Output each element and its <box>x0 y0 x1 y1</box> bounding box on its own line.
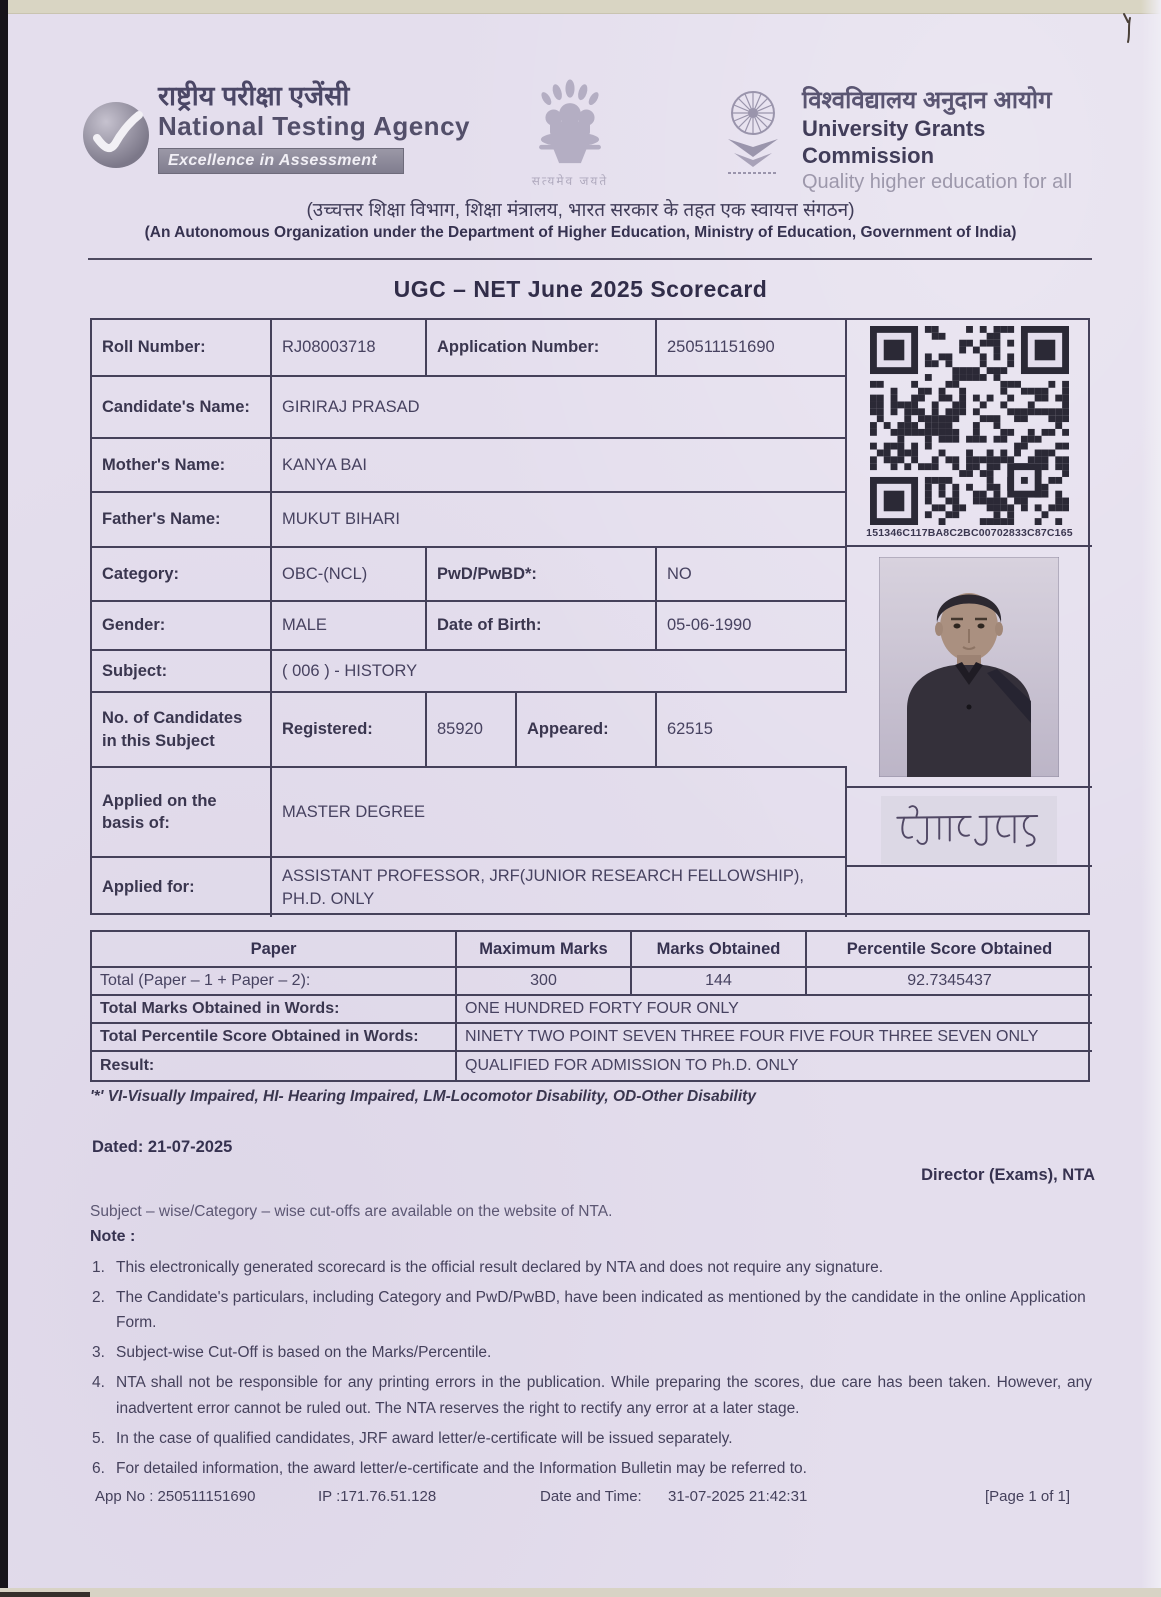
cutoff-info-line: Subject – wise/Category – wise cut-offs are available on the website of NTA. <box>90 1203 613 1220</box>
gender-label: Gender: <box>92 602 272 651</box>
nta-name-hindi: राष्ट्रीय परीक्षा एजेंसी <box>158 81 350 111</box>
note-item-1: 1. This electronically generated scorecard is the official result declared by NTA and does not require any signature. <box>92 1259 884 1276</box>
ugc-title-block <box>802 87 1102 194</box>
footer-datetime-label: Date and Time: <box>540 1488 642 1505</box>
notes-list <box>92 1255 1092 1486</box>
qr-code-value: 151346C117BA8C2BC00702833C87C165 <box>866 527 1073 539</box>
note-item-2: 2. The Candidate's particulars, including Category and PwD/PwBD, have been indicated as mentioned by the candidate in the online Application Form. <box>92 1289 1086 1332</box>
director-signatory: Director (Exams), NTA <box>921 1166 1095 1184</box>
scan-edge-bottom <box>0 1588 1161 1597</box>
registered-value: 85920 <box>427 693 517 766</box>
subject-label: Subject: <box>92 651 272 693</box>
result-label: Result: <box>92 1052 457 1080</box>
applied-basis-label: Applied on the basis of: <box>92 768 272 858</box>
total-percentile: 92.7345437 <box>807 968 1092 996</box>
nta-logo-icon <box>83 102 149 168</box>
ugc-name-hindi: विश्वविद्यालय अनुदान आयोग <box>802 87 1052 114</box>
percentile-words-value: NINETY TWO POINT SEVEN THREE FOUR FIVE FOUR THREE SEVEN ONLY <box>457 1024 1092 1052</box>
ugc-logo-icon <box>720 87 790 182</box>
application-number-value: 250511151690 <box>657 320 847 377</box>
ugc-name-english: University Grants Commission <box>802 115 986 169</box>
scan-edge-bottom-dark <box>0 1592 90 1597</box>
footer-app-no: App No : 250511151690 <box>95 1488 256 1505</box>
note-heading: Note : <box>90 1228 136 1245</box>
father-name-value: MUKUT BIHARI <box>272 493 847 548</box>
col-header-paper: Paper <box>92 932 457 968</box>
ashoka-emblem-icon <box>510 74 630 189</box>
gender-value: MALE <box>272 602 427 651</box>
org-line-hindi: (उच्चत्तर शिक्षा विभाग, शिक्षा मंत्रालय, भारत सरकार के तहत एक स्वायत्त संगठन) <box>306 200 855 221</box>
applied-for-value: ASSISTANT PROFESSOR, JRF(JUNIOR RESEARCH FELLOWSHIP), PH.D. ONLY <box>272 858 847 917</box>
right-col-divider-2 <box>847 786 1092 788</box>
marks-table <box>90 930 1090 1082</box>
pen-mark-artifact <box>1118 10 1138 50</box>
appeared-label: Appeared: <box>517 693 657 766</box>
note-item-3: 3. Subject-wise Cut-Off is based on the Marks/Percentile. <box>92 1344 492 1362</box>
percentile-words-label: Total Percentile Score Obtained in Words: <box>92 1024 457 1052</box>
num-candidates-row <box>272 693 847 768</box>
application-number-label: Application Number: <box>427 320 657 377</box>
page-title: UGC – NET June 2025 Scorecard <box>393 276 768 302</box>
total-max-marks: 300 <box>457 968 632 996</box>
nta-tagline-badge: Excellence in Assessment <box>158 148 404 174</box>
col-header-percentile: Percentile Score Obtained <box>807 932 1092 968</box>
roll-number-value: RJ08003718 <box>272 320 427 377</box>
category-value: OBC-(NCL) <box>272 548 427 602</box>
applied-basis-value: MASTER DEGREE <box>272 768 847 858</box>
pwd-label: PwD/PwBD*: <box>427 548 657 602</box>
result-value: QUALIFIED FOR ADMISSION TO Ph.D. ONLY <box>465 1057 799 1074</box>
disability-footnote: '*' VI-Visually Impaired, HI- Hearing Impaired, LM-Locomotor Disability, OD-Other Disability <box>90 1088 756 1105</box>
num-candidates-label: No. of Candidates in this Subject <box>92 693 272 768</box>
document-header <box>80 82 1092 197</box>
total-marks-obtained: 144 <box>632 968 807 996</box>
footer-page-number: [Page 1 of 1] <box>985 1488 1071 1505</box>
nta-name-english: National Testing Agency <box>158 110 470 141</box>
candidate-name-value: GIRIRAJ PRASAD <box>272 377 847 439</box>
candidate-name-label: Candidate's Name: <box>92 377 272 439</box>
roll-number-label: Roll Number: <box>92 320 272 377</box>
col-header-max-marks: Maximum Marks <box>457 932 632 968</box>
applied-for-label: Applied for: <box>92 858 272 917</box>
mother-name-value: KANYA BAI <box>272 439 847 493</box>
appeared-value: 62515 <box>667 720 713 738</box>
dob-value: 05-06-1990 <box>657 602 847 651</box>
candidate-signature <box>881 796 1057 864</box>
marks-words-value: ONE HUNDRED FORTY FOUR ONLY <box>457 996 1092 1024</box>
right-col-divider-1 <box>847 545 1092 547</box>
mother-name-label: Mother's Name: <box>92 439 272 493</box>
father-name-label: Father's Name: <box>92 493 272 548</box>
emblem-motto: सत्यमेव जयते <box>531 174 609 188</box>
footer-datetime-value: 31-07-2025 21:42:31 <box>668 1488 808 1505</box>
candidate-photo <box>879 557 1059 777</box>
note-item-4: 4. NTA shall not be responsible for any printing errors in the publication. While preparing the scores, due care has been taken. However, any inadvertent error cannot be ruled out. The NTA reserves the right to rectify any error at a later stage. <box>92 1374 1092 1417</box>
marks-words-label: Total Marks Obtained in Words: <box>92 996 457 1024</box>
col-header-marks-obtained: Marks Obtained <box>632 932 807 968</box>
note-item-6: 6. For detailed information, the award letter/e-certificate and the Information Bulletin may be referred to. <box>92 1459 807 1477</box>
registered-label: Registered: <box>272 693 427 766</box>
nta-title-block <box>158 82 488 174</box>
total-row-label: Total (Paper – 1 + Paper – 2): <box>92 968 457 996</box>
dated-line: Dated: 21-07-2025 <box>92 1138 233 1156</box>
photo-qr-column <box>847 320 1092 917</box>
candidate-info-table <box>90 318 1090 915</box>
org-line-english: (An Autonomous Organization under the Department of Higher Education, Ministry of Education, Government of India) <box>144 224 1017 241</box>
ugc-tagline: Quality higher education for all <box>802 170 1073 193</box>
scan-edge-top <box>0 0 1161 14</box>
right-col-divider-3 <box>847 865 1092 867</box>
category-label: Category: <box>92 548 272 602</box>
qr-code <box>860 326 1079 525</box>
header-divider <box>88 258 1092 260</box>
footer-ip: IP :171.76.51.128 <box>318 1488 437 1505</box>
pwd-value: NO <box>657 548 847 602</box>
note-item-5: 5. In the case of qualified candidates, JRF award letter/e-certificate will be issued separately. <box>92 1429 733 1447</box>
subject-value: ( 006 ) - HISTORY <box>272 651 847 693</box>
dob-label: Date of Birth: <box>427 602 657 651</box>
